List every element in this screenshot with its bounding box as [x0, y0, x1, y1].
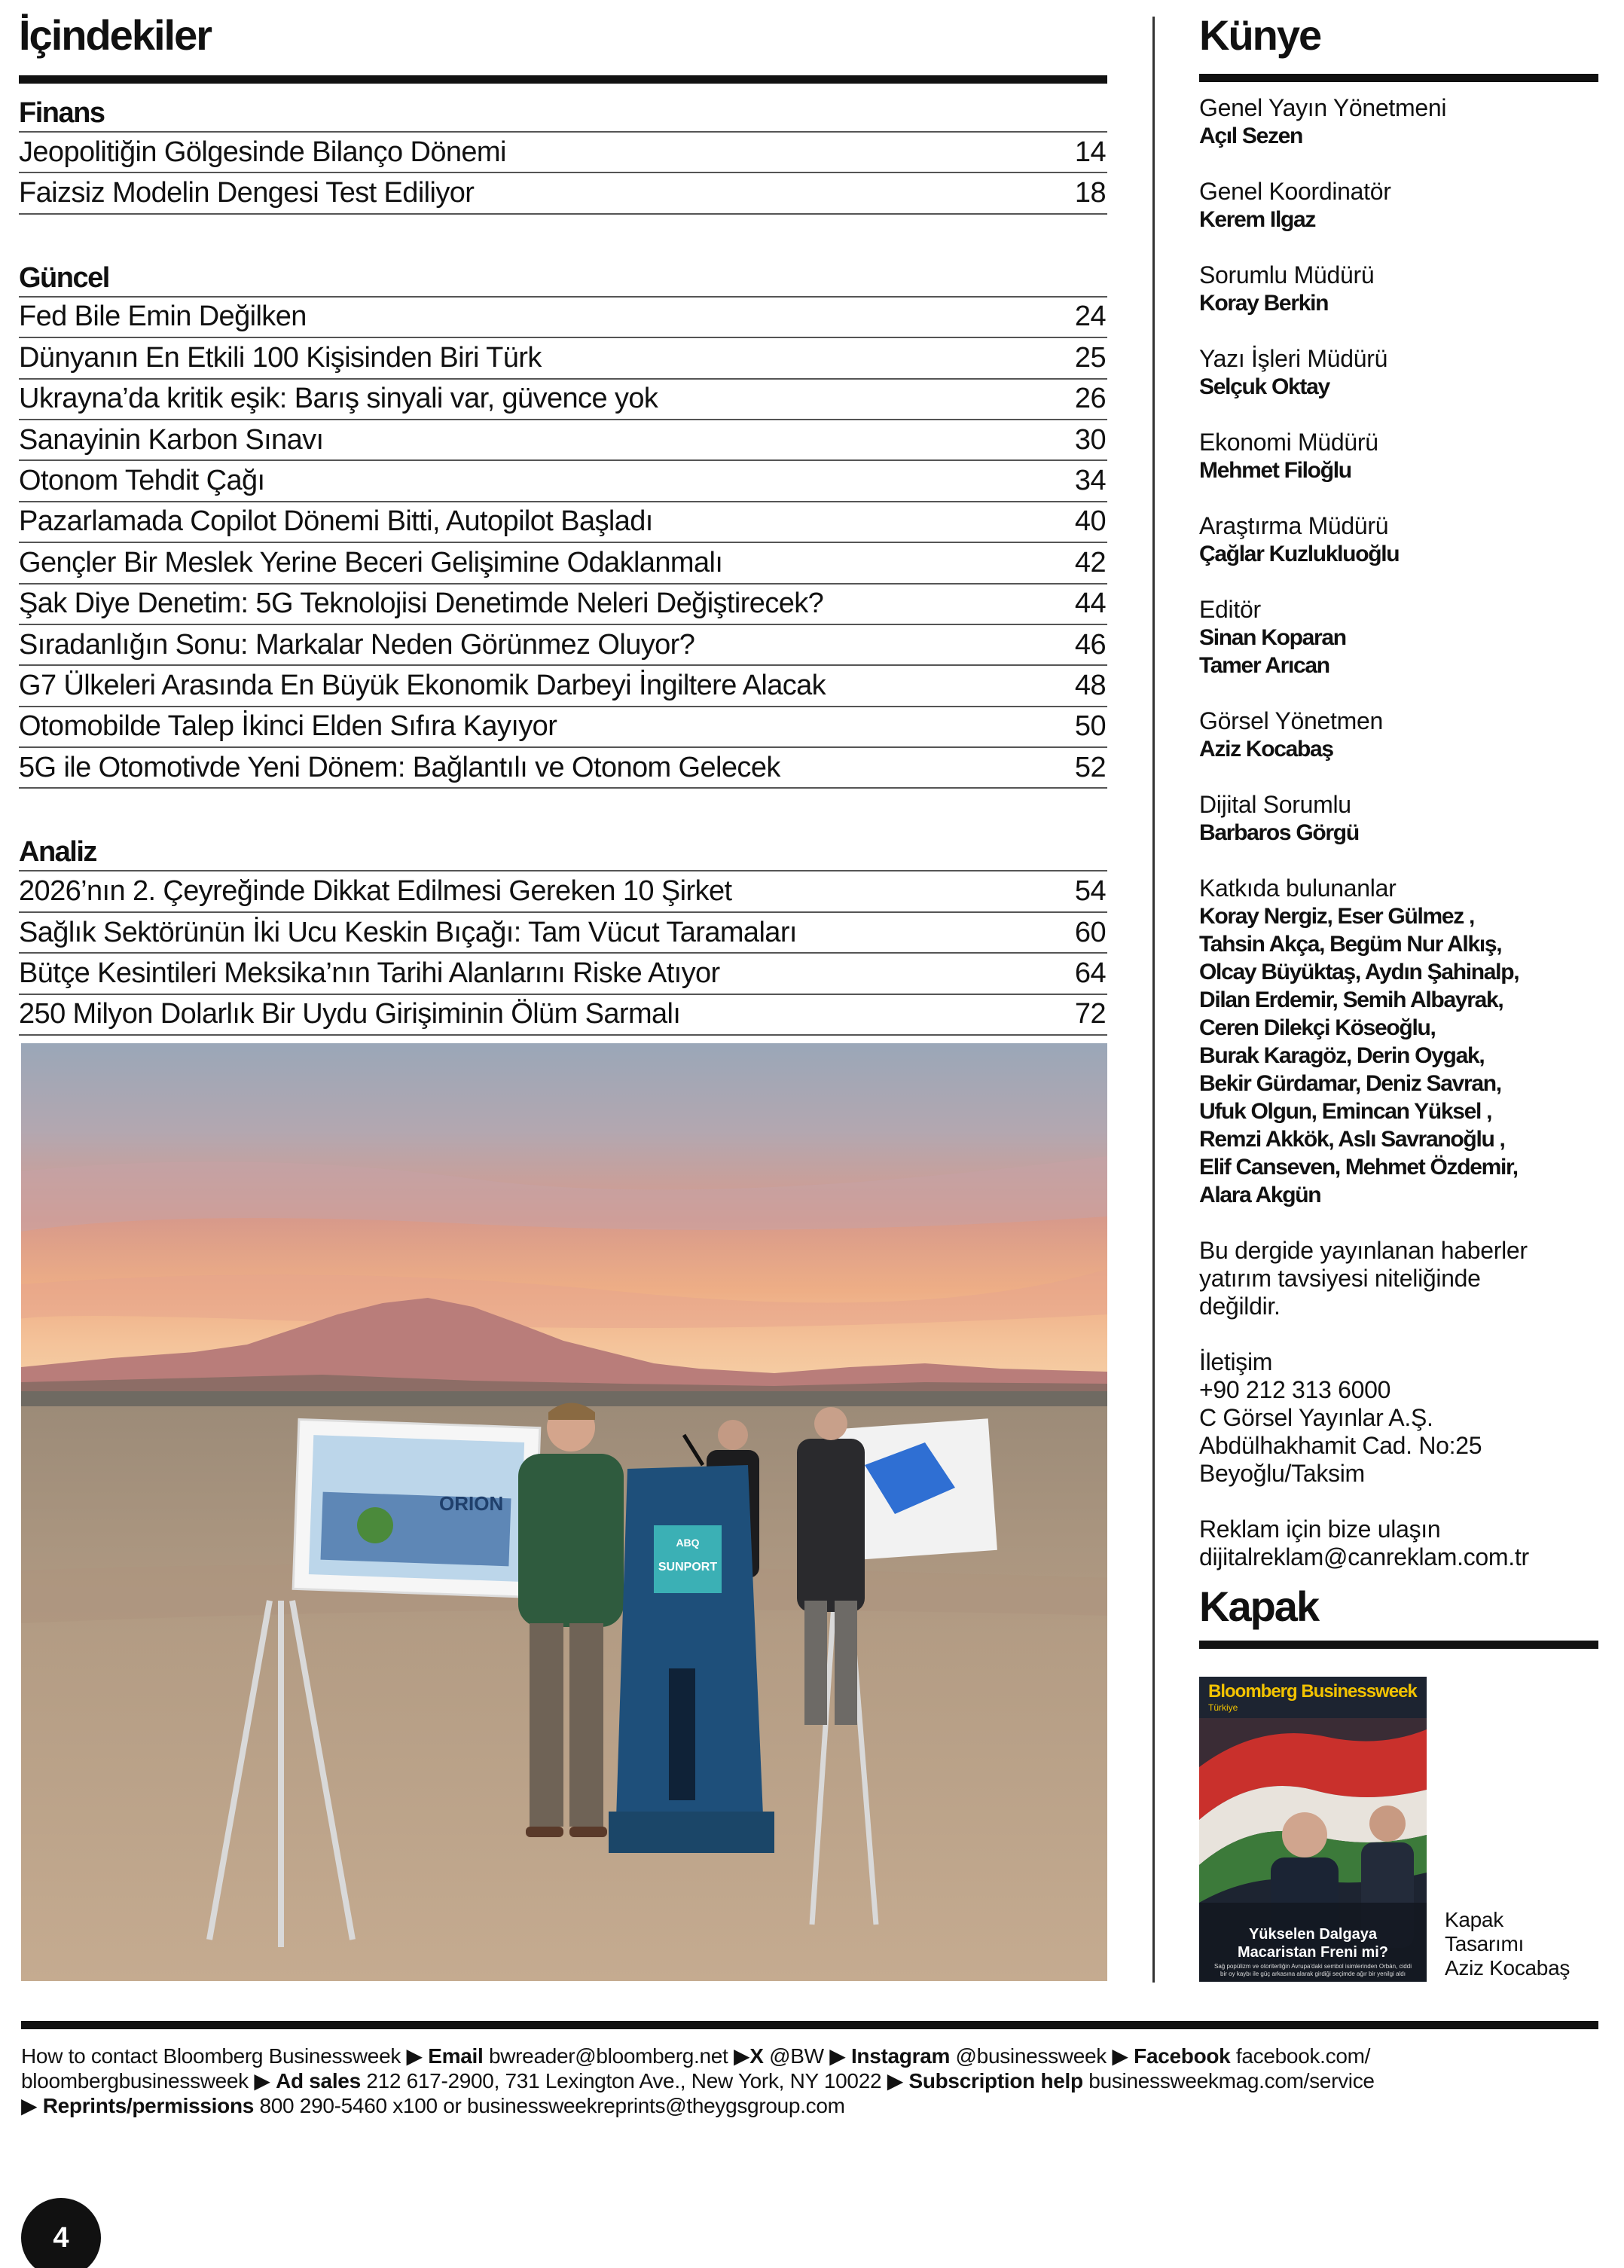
toc-entry-title: 5G ile Otomotivde Yeni Dönem: Bağlantılı ve Otonom Gelecek — [19, 751, 780, 783]
footer-label: Facebook — [1134, 2044, 1231, 2068]
toc-entry-page: 52 — [1074, 751, 1106, 783]
credit-entry — [1199, 178, 1606, 234]
toc-entry[interactable] — [19, 913, 1107, 954]
cover-headline-line: Macaristan Freni mi? — [1237, 1944, 1389, 1961]
toc-entry[interactable] — [19, 625, 1107, 666]
toc-entry-page: 40 — [1074, 505, 1106, 538]
ads-block — [1199, 1516, 1606, 1571]
credit-entry — [1199, 791, 1606, 847]
toc-entry-title: 250 Milyon Dolarlık Bir Uydu Girişiminin Ölüm Sarmalı — [19, 998, 681, 1030]
toc-entry-title: Sıradanlığın Sonu: Markalar Neden Görünmez Oluyor? — [19, 628, 695, 661]
masthead-rule — [1199, 74, 1598, 82]
toc-entry-title: 2026’nın 2. Çeyreğinde Dikkat Edilmesi Gereken 10 Şirket — [19, 875, 732, 908]
toc-entry[interactable] — [19, 338, 1107, 379]
credit-name: Olcay Büyüktaş, Aydın Şahinalp, — [1199, 960, 1519, 984]
footer-text: facebook.com/ — [1230, 2044, 1371, 2068]
column-divider — [1152, 17, 1155, 1983]
credit-name: Ufuk Olgun, Emincan Yüksel , — [1199, 1099, 1492, 1124]
footer-label: Ad sales — [276, 2069, 361, 2092]
cover-thumbnail — [1199, 1677, 1427, 1982]
masthead-title: Künye — [1199, 11, 1321, 59]
toc-entry-page: 60 — [1074, 916, 1106, 948]
toc-entry-title: Ukrayna’da kritik eşik: Barış sinyali var, güvence yok — [19, 383, 658, 415]
credit-name: Remzi Akkök, Aslı Savranoğlu , — [1199, 1127, 1505, 1152]
toc-entry[interactable] — [19, 133, 1107, 173]
footer-text: 800 290-5460 x100 or businessweekreprints@theygsgroup.com — [254, 2094, 845, 2117]
credit-name: Tamer Arıcan — [1199, 653, 1329, 678]
toc-entry-title: Fed Bile Emin Değilken — [19, 301, 307, 333]
credit-name: Selçuk Oktay — [1199, 374, 1329, 399]
credit-list — [1199, 94, 1606, 1209]
toc-section — [19, 255, 1107, 789]
credit-name: Çağlar Kuzlukluoğlu — [1199, 542, 1400, 566]
credit-entry — [1199, 261, 1606, 317]
footer-line — [21, 2093, 1598, 2118]
footer-text: @businessweek ▶ — [950, 2044, 1134, 2068]
toc-entry-page: 64 — [1074, 957, 1106, 989]
cover-description: Sağ popülizm ve otoriterliğin Avrupa'daki sembol isimlerinden Orbán, ciddi bir oy kaybı ile güç arkasına alarak girdiği seçimde ağır bir yenilgi aldı — [1214, 1963, 1412, 1977]
toc-entry-page: 30 — [1074, 423, 1106, 456]
footer-label: Subscription help — [908, 2069, 1083, 2092]
toc-entry-page: 24 — [1074, 301, 1106, 333]
credit-name: Ceren Dilekçi Köseoğlu, — [1199, 1015, 1436, 1040]
footer-text: bwreader@bloomberg.net ▶ — [483, 2044, 750, 2068]
footer-label: Email — [428, 2044, 484, 2068]
toc-entry-title: Pazarlamada Copilot Dönemi Bitti, Autopilot Başladı — [19, 505, 653, 538]
credit-name: Koray Nergiz, Eser Gülmez , — [1199, 904, 1475, 929]
toc-entry-page: 46 — [1074, 628, 1106, 661]
toc-entry-title: G7 Ülkeleri Arasında En Büyük Ekonomik Darbeyi İngiltere Alacak — [19, 669, 826, 701]
toc-section-heading: Finans — [19, 90, 1107, 133]
toc-entry[interactable] — [19, 666, 1107, 707]
credit-name: Dilan Erdemir, Semih Albayrak, — [1199, 987, 1503, 1012]
credit-name: Sinan Koparan — [1199, 625, 1346, 650]
credit-name: Barbaros Görgü — [1199, 820, 1359, 845]
toc-entry[interactable] — [19, 173, 1107, 214]
toc-entry-title: Bütçe Kesintileri Meksika’nın Tarihi Alanlarını Riske Atıyor — [19, 957, 720, 989]
toc-entry-title: Dünyanın En Etkili 100 Kişisinden Biri Türk — [19, 341, 542, 374]
footer-text: How to contact Bloomberg Businessweek ▶ — [21, 2044, 429, 2068]
credit-entry — [1199, 429, 1606, 484]
toc-entry-page: 50 — [1074, 710, 1106, 743]
toc-entry-title: Faizsiz Modelin Dengesi Test Ediliyor — [19, 177, 475, 209]
cover-section-title: Kapak — [1199, 1583, 1319, 1630]
toc-section-heading: Güncel — [19, 255, 1107, 298]
cover-credit-line: Tasarımı — [1445, 1932, 1524, 1955]
photo-illustration — [21, 1043, 1107, 1981]
contact-block — [1199, 1348, 1606, 1488]
credit-entry — [1199, 596, 1606, 679]
credit-entry — [1199, 345, 1606, 401]
toc-entry[interactable] — [19, 461, 1107, 502]
cover-section-rule — [1199, 1641, 1598, 1649]
credit-role: Yazı İşleri Müdürü — [1199, 345, 1388, 372]
contact-line: +90 212 313 6000 — [1199, 1376, 1391, 1403]
ads-line: dijitalreklam@canreklam.com.tr — [1199, 1543, 1529, 1571]
footer-line — [21, 2044, 1598, 2068]
cover-credit-line: Kapak — [1445, 1908, 1503, 1931]
credit-role: Katkıda bulunanlar — [1199, 875, 1397, 902]
cover-credit-line: Aziz Kocabaş — [1445, 1956, 1571, 1980]
cover-credit — [1445, 1908, 1570, 1980]
credit-name: Burak Karagöz, Derin Oygak, — [1199, 1043, 1485, 1068]
credit-role: Ekonomi Müdürü — [1199, 429, 1378, 456]
disclaimer-line: değildir. — [1199, 1293, 1281, 1320]
toc-entry-page: 25 — [1074, 341, 1106, 374]
toc-entry-title: Otomobilde Talep İkinci Elden Sıfıra Kayıyor — [19, 710, 557, 743]
groundbreaking-photo — [21, 1043, 1107, 1981]
toc-entry-page: 42 — [1074, 546, 1106, 578]
credit-entry — [1199, 512, 1606, 568]
credit-name: Aziz Kocabaş — [1199, 737, 1333, 762]
toc-entry-page: 54 — [1074, 875, 1106, 908]
toc-entry[interactable] — [19, 995, 1107, 1036]
toc-entry[interactable] — [19, 748, 1107, 789]
toc-entry[interactable] — [19, 543, 1107, 584]
cover-brand: Bloomberg Businessweek — [1208, 1681, 1417, 1702]
toc-entry[interactable] — [19, 707, 1107, 748]
toc-entry[interactable] — [19, 502, 1107, 543]
toc-section-heading: Analiz — [19, 829, 1107, 871]
toc-entry-page: 72 — [1074, 998, 1106, 1030]
footer-text: bloombergbusinessweek ▶ — [21, 2069, 276, 2092]
toc-entry-page: 44 — [1074, 588, 1106, 620]
toc-entry-page: 34 — [1074, 465, 1106, 497]
toc-entry[interactable] — [19, 298, 1107, 338]
toc-entry-title: Gençler Bir Meslek Yerine Beceri Gelişimine Odaklanmalı — [19, 546, 723, 578]
footer-label: Reprints/permissions — [42, 2094, 255, 2117]
toc-entry-title: Jeopolitiğin Gölgesinde Bilanço Dönemi — [19, 136, 506, 168]
disclaimer-line: yatırım tavsiyesi niteliğinde — [1199, 1265, 1481, 1292]
toc-entry-title: Sağlık Sektörünün İki Ucu Keskin Bıçağı: Tam Vücut Taramaları — [19, 916, 797, 948]
page-number: 4 — [21, 2198, 101, 2268]
toc-entry-page: 18 — [1074, 177, 1106, 209]
toc-entry[interactable] — [19, 871, 1107, 912]
toc-entry-title: Otonom Tehdit Çağı — [19, 465, 265, 497]
credit-name: Alara Akgün — [1199, 1183, 1321, 1207]
footer-line — [21, 2068, 1598, 2093]
credit-role: Araştırma Müdürü — [1199, 512, 1389, 539]
disclaimer-line: Bu dergide yayınlanan haberler — [1199, 1237, 1528, 1264]
credit-role: Görsel Yönetmen — [1199, 707, 1383, 734]
toc-section — [19, 90, 1107, 215]
toc-entry-title: Sanayinin Karbon Sınavı — [19, 423, 324, 456]
credit-name: Tahsin Akça, Begüm Nur Alkış, — [1199, 932, 1502, 957]
toc-sections — [19, 90, 1107, 1076]
credit-name: Elif Canseven, Mehmet Özdemir, — [1199, 1155, 1518, 1180]
credit-entry — [1199, 94, 1606, 150]
toc-entry-title: Şak Diye Denetim: 5G Teknolojisi Denetimde Neleri Değiştirecek? — [19, 588, 824, 620]
footer-text: businessweekmag.com/service — [1082, 2069, 1375, 2092]
board-orion-label: ORION — [439, 1492, 504, 1515]
credit-name: Bekir Gürdamar, Deniz Savran, — [1199, 1071, 1501, 1096]
podium-label: SUNPORT — [658, 1561, 718, 1574]
contact-line: İletişim — [1199, 1348, 1273, 1375]
toc-title: İçindekiler — [19, 11, 212, 59]
contact-line: Beyoğlu/Taksim — [1199, 1460, 1365, 1487]
toc-entry[interactable] — [19, 420, 1107, 461]
contact-line: Abdülhakhamit Cad. No:25 — [1199, 1432, 1482, 1459]
masthead-credits — [1199, 94, 1606, 1599]
credit-role: Genel Koordinatör — [1199, 178, 1391, 205]
footer-text: ▶ — [21, 2094, 43, 2117]
cover-headline-line: Yükselen Dalgaya — [1248, 1926, 1378, 1943]
toc-entry-page: 14 — [1074, 136, 1106, 168]
cover-edition: Türkiye — [1208, 1702, 1238, 1713]
credit-entry — [1199, 875, 1606, 1209]
contact-line: C Görsel Yayınlar A.Ş. — [1199, 1404, 1433, 1431]
credit-name: Mehmet Filoğlu — [1199, 458, 1351, 483]
cover-headline — [1199, 1925, 1427, 1961]
credit-role: Editör — [1199, 596, 1261, 623]
toc-entry[interactable] — [19, 954, 1107, 994]
credit-role: Sorumlu Müdürü — [1199, 261, 1375, 288]
footer-text: @BW ▶ — [763, 2044, 851, 2068]
credit-name: Açıl Sezen — [1199, 124, 1303, 148]
footer-label: X — [749, 2044, 764, 2068]
credit-name: Koray Berkin — [1199, 291, 1329, 316]
toc-entry-page: 26 — [1074, 383, 1106, 415]
credit-role: Genel Yayın Yönetmeni — [1199, 94, 1447, 121]
credit-role: Dijital Sorumlu — [1199, 791, 1351, 818]
toc-entry[interactable] — [19, 380, 1107, 420]
toc-entry[interactable] — [19, 585, 1107, 625]
credit-name: Kerem Ilgaz — [1199, 207, 1316, 232]
podium-small-label: ABQ — [676, 1537, 700, 1549]
contact-footer — [21, 2044, 1598, 2118]
ads-line: Reklam için bize ulaşın — [1199, 1516, 1441, 1543]
toc-section — [19, 829, 1107, 1036]
disclaimer — [1199, 1237, 1606, 1320]
toc-entry-page: 48 — [1074, 669, 1106, 701]
footer-rule — [21, 2021, 1598, 2029]
footer-label: Instagram — [850, 2044, 951, 2068]
footer-text: 212 617-2900, 731 Lexington Ave., New York, NY 10022 ▶ — [360, 2069, 909, 2092]
credit-entry — [1199, 707, 1606, 763]
toc-title-rule — [19, 75, 1107, 84]
